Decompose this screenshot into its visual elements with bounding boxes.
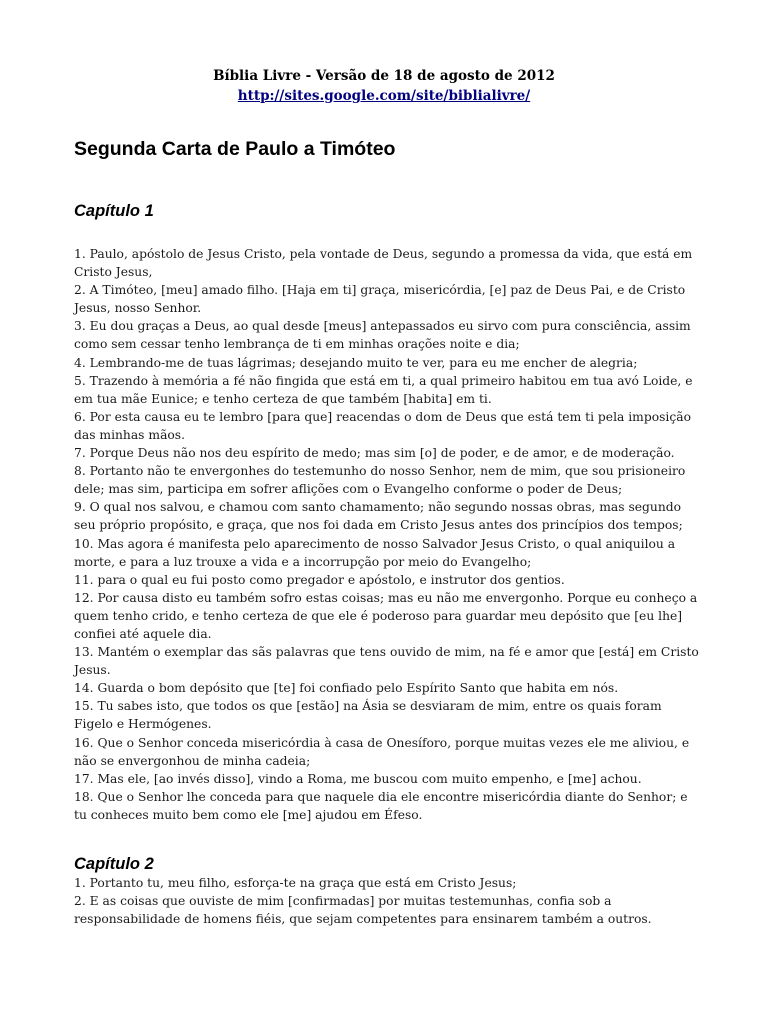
verse-text: 16. Que o Senhor conceda misericórdia à casa de Onesíforo, porque muitas vezes ele me aliviou, e não se envergonhou de minha cadeia; — [74, 735, 690, 768]
verse-text: 11. para o qual eu fui posto como pregador e apóstolo, e instrutor dos gentios. — [74, 572, 565, 587]
verse-text: 2. E as coisas que ouviste de mim [confirmadas] por muitas testemunhas, confia sob a responsabilidade de homens fiéis, que sejam competentes para ensinarem também a outros. — [74, 894, 652, 927]
verse-text: 5. Trazendo à memória a fé não fingida que está em ti, a qual primeiro habitou em tua avó Loide, e em tua mãe Eunice; e tenho certeza de que também [habita] em ti. — [74, 373, 693, 406]
header-link[interactable]: http://sites.google.com/site/biblialivre/ — [237, 88, 531, 104]
verse-text: 14. Guarda o bom depósito que [te] foi confiado pelo Espírito Santo que habita em nós. — [74, 681, 619, 696]
chapter-1-verses — [74, 245, 704, 824]
verse-text: 12. Por causa disto eu também sofro estas coisas; mas eu não me envergonho. Porque eu conheço a quem tenho crido, e tenho certeza de que ele é poderoso para guardar meu depósito que [eu lhe] confiei até aquele dia. — [74, 590, 698, 641]
verse-text: 8. Portanto não te envergonhes do testemunho do nosso Senhor, nem de mim, que sou prisioneiro dele; mas sim, participa em sofrer aflições com o Evangelho conforme o poder de Deus; — [74, 464, 686, 497]
verse-text: 17. Mas ele, [ao invés disso], vindo a Roma, me buscou com muito empenho, e [me] achou. — [74, 771, 642, 786]
page-header — [0, 66, 768, 106]
verse-text: 13. Mantém o exemplar das sãs palavras que tens ouvido de mim, na fé e amor que [está] em Cristo Jesus. — [74, 645, 699, 678]
verse-text: 2. A Timóteo, [meu] amado filho. [Haja em ti] graça, misericórdia, [e] paz de Deus Pai, e de Cristo Jesus, nosso Senhor. — [74, 283, 686, 316]
document-title: Segunda Carta de Paulo a Timóteo — [74, 138, 396, 160]
verse-text: 1. Portanto tu, meu filho, esforça-te na graça que está em Cristo Jesus; — [74, 876, 517, 890]
verse-text: 3. Eu dou graças a Deus, ao qual desde [meus] antepassados eu sirvo com pura consciência, assim como sem cessar tenho lembrança de ti em minhas orações noite e dia; — [74, 319, 691, 352]
verse-text: 15. Tu sabes isto, que todos os que [estão] na Ásia se desviaram de mim, entre os quais foram Figelo e Hermógenes. — [74, 699, 662, 732]
verse-text: 10. Mas agora é manifesta pelo aparecimento de nosso Salvador Jesus Cristo, o qual aniquilou a morte, e para a luz trouxe a vida e a incorrupção por meio do Evangelho; — [74, 536, 676, 569]
verse-text: 4. Lembrando-me de tuas lágrimas; desejando muito te ver, para eu me encher de alegria; — [74, 355, 638, 370]
verse-text: 1. Paulo, apóstolo de Jesus Cristo, pela vontade de Deus, segundo a promessa da vida, que está em Cristo Jesus, — [74, 247, 693, 280]
verse-text: 6. Por esta causa eu te lembro [para que] reacendas o dom de Deus que está tem ti pela imposição das minhas mãos. — [74, 409, 691, 442]
header-title: Bíblia Livre - Versão de 18 de agosto de 2012 — [213, 68, 555, 84]
chapter-heading: Capítulo 1 — [74, 202, 154, 220]
verse-text: 18. Que o Senhor lhe conceda para que naquele dia ele encontre misericórdia diante do Senhor; e tu conheces muito bem como ele [me] ajudou em Éfeso. — [74, 789, 688, 822]
chapter-2-verses — [74, 874, 704, 928]
verse-text: 7. Porque Deus não nos deu espírito de medo; mas sim [o] de poder, e de amor, e de moderação. — [74, 446, 675, 461]
verse-text: 9. O qual nos salvou, e chamou com santo chamamento; não segundo nossas obras, mas segundo seu próprio propósito, e graça, que nos foi dada em Cristo Jesus antes dos princípios dos tempos; — [74, 500, 683, 533]
chapter-heading: Capítulo 2 — [74, 855, 154, 873]
